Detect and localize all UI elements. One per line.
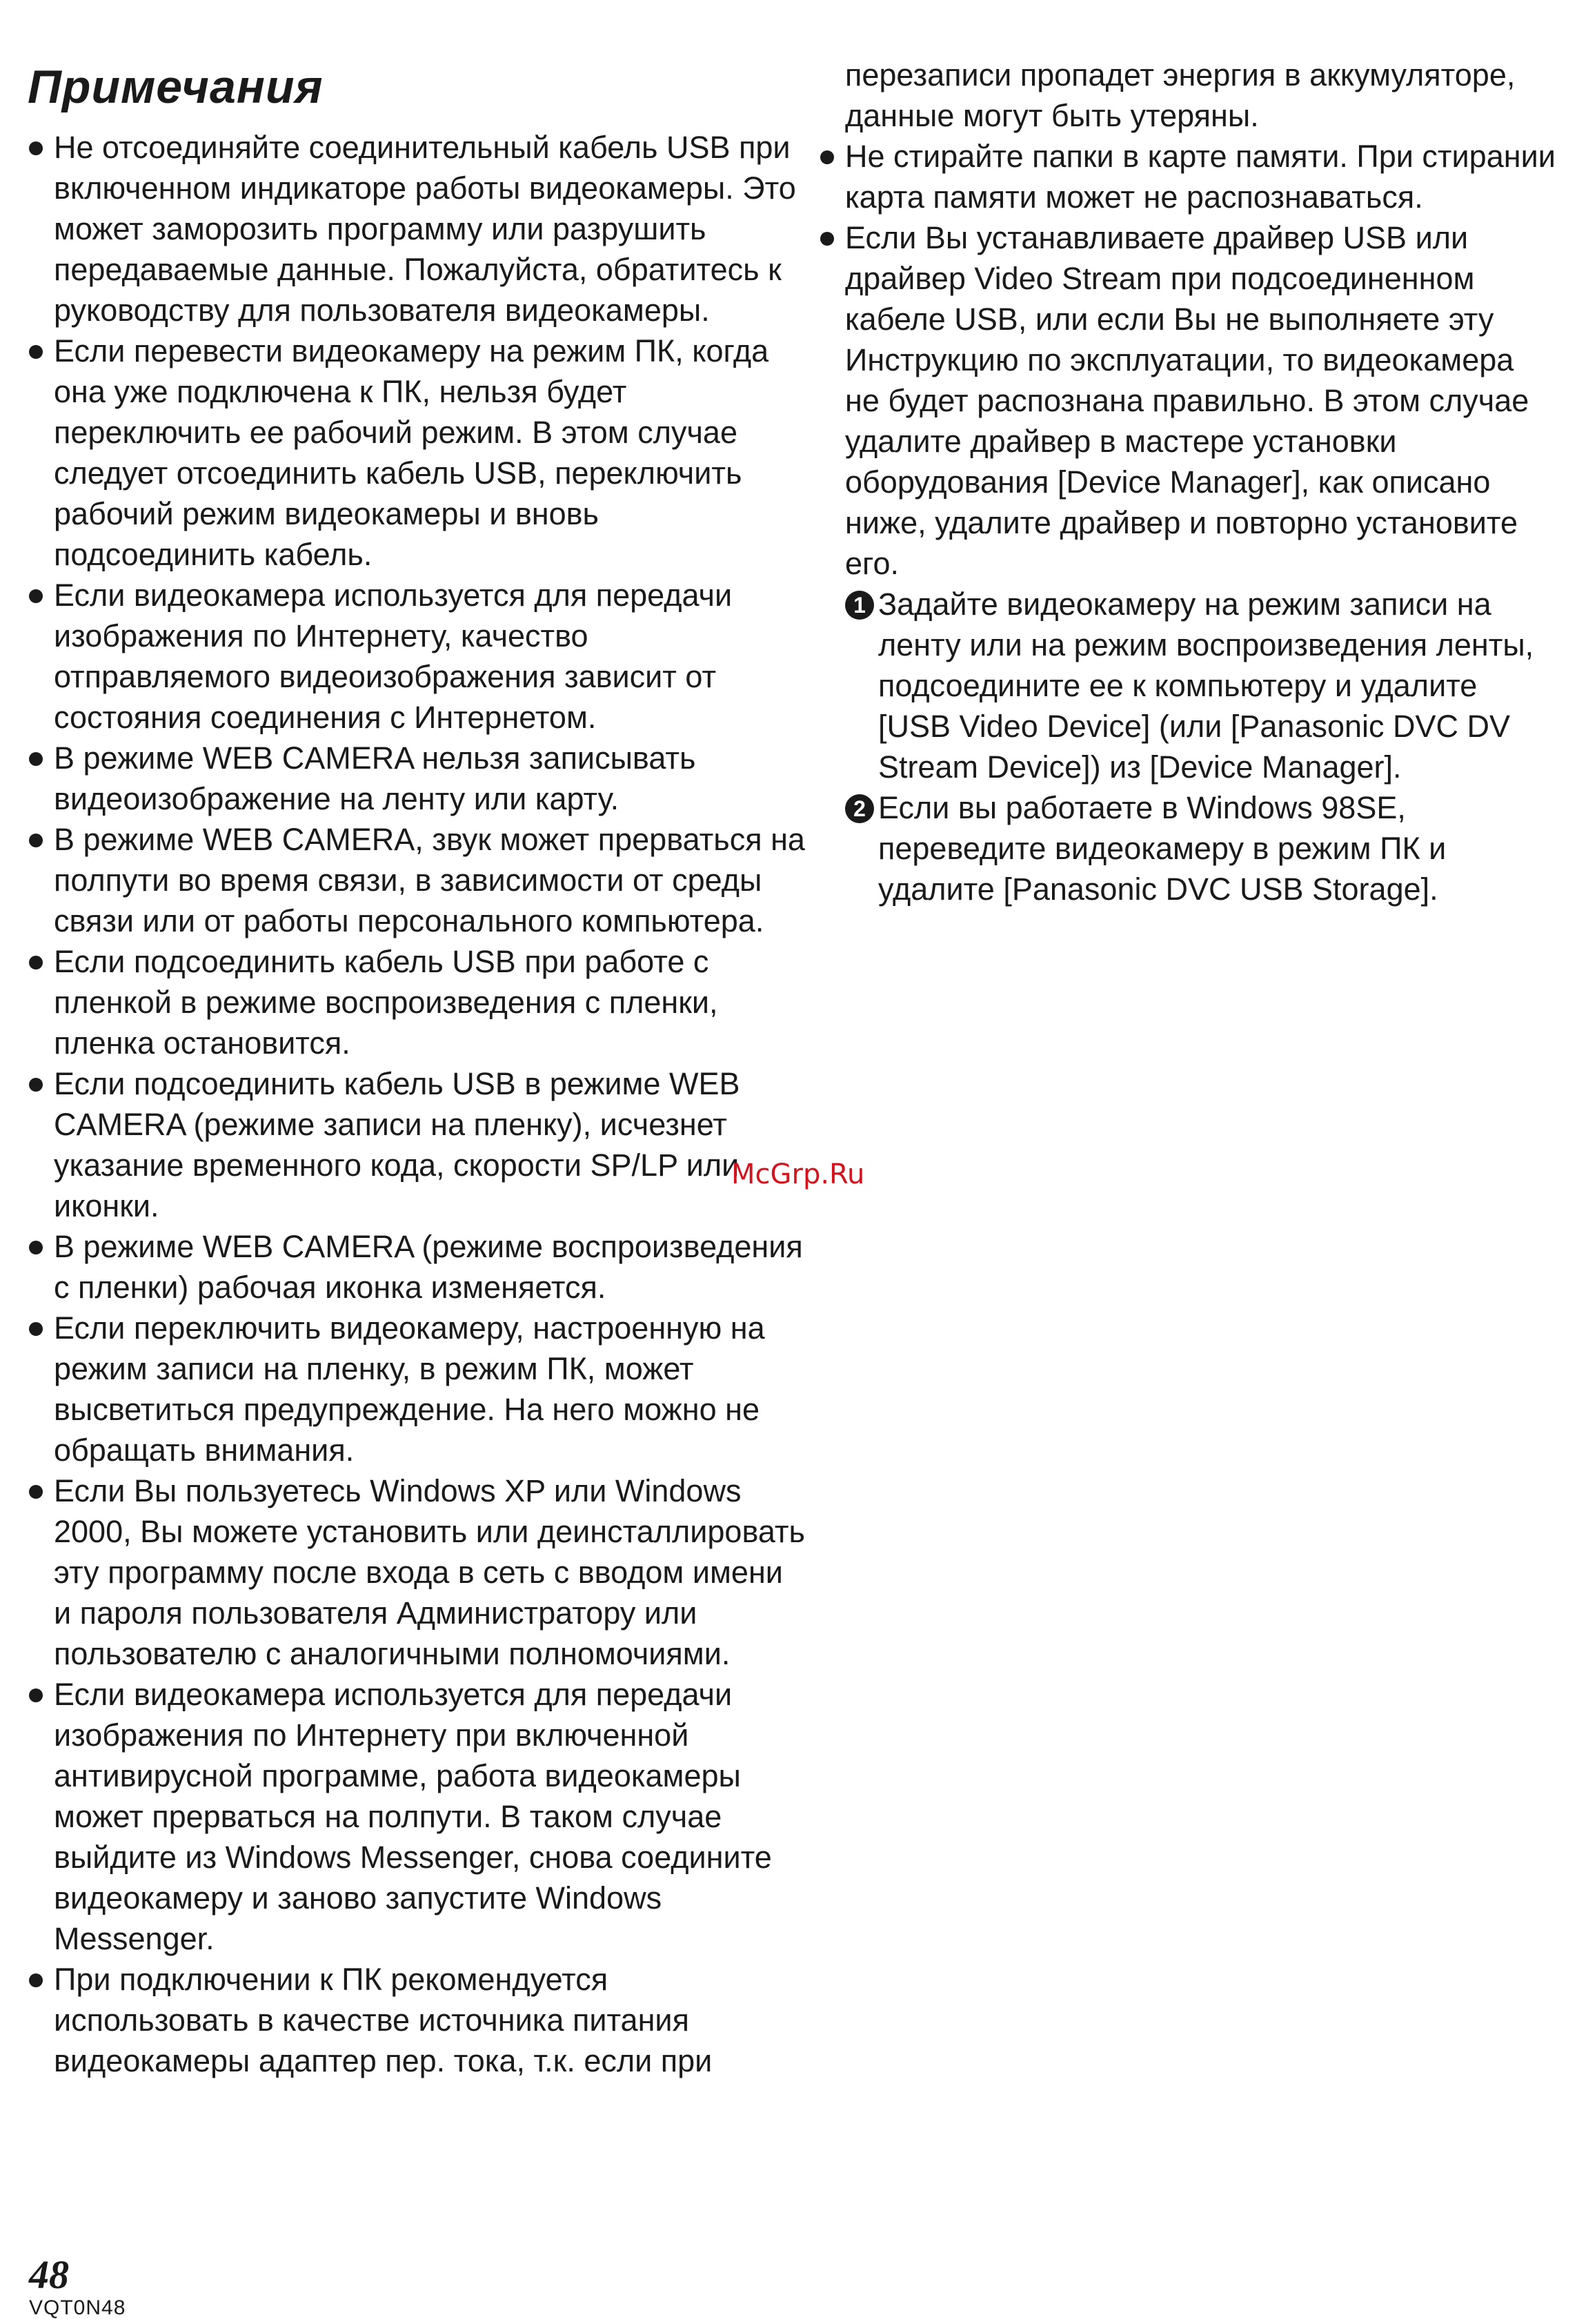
- note-text: В режиме WEB CAMERA (режиме воспроизведения с пленки) рабочая иконка изменяется.: [54, 1229, 803, 1305]
- bullet-icon: [29, 956, 43, 969]
- left-column: [26, 127, 806, 2081]
- removal-steps: [817, 584, 1556, 909]
- note-item: [26, 1226, 806, 1308]
- note-item: [26, 1063, 806, 1226]
- note-text: Если видеокамера используется для передачи изображения по Интернету, качество отправляемого видеоизображения зависит от состояния соединения с Интернетом.: [54, 578, 733, 735]
- step-text: Если вы работаете в Windows 98SE, переведите видеокамеру в режим ПК и удалите [Panasonic DVC USB Storage].: [878, 790, 1447, 907]
- step-number-icon: 1: [845, 591, 874, 620]
- note-text: Если Вы пользуетесь Windows XP или Windows 2000, Вы можете установить или деинсталлировать эту программу после входа в сеть с вводом имени и пароля пользователя Администратору или пользователю с аналогичными полномочиями.: [54, 1473, 805, 1671]
- step-item: [845, 584, 1556, 787]
- note-item: [26, 819, 806, 941]
- note-item: [26, 1470, 806, 1674]
- note-text: Если переключить видеокамеру, настроенную на режим записи на пленку, в режим ПК, может высветиться предупреждение. На него можно не обращать внимания.: [54, 1310, 765, 1468]
- note-item: [26, 738, 806, 819]
- note-text: Если подсоединить кабель USB при работе с пленкой в режиме воспроизведения с пленки, пленка остановится.: [54, 944, 718, 1061]
- note-item: [817, 217, 1556, 584]
- bullet-icon: [820, 232, 834, 246]
- bullet-icon: [29, 752, 43, 766]
- page-number: 48: [29, 2252, 69, 2297]
- right-notes-list: [817, 136, 1556, 584]
- bullet-icon: [29, 834, 43, 847]
- note-item: [26, 127, 806, 331]
- bullet-icon: [29, 589, 43, 603]
- note-text: Если Вы устанавливаете драйвер USB или драйвер Video Stream при подсоединенном кабеле USB, или если Вы не выполняете эту Инструкцию по эксплуатации, то видеокамера не будет распознана правильно. В этом случае удалите драйвер в мастере установки оборудования [Device Manager], как описано ниже, удалите драйвер и повторно установите его.: [845, 220, 1529, 581]
- right-column: [817, 55, 1556, 909]
- watermark: McGrp.Ru: [731, 1159, 865, 1190]
- note-text: Если подсоединить кабель USB в режиме WEB CAMERA (режиме записи на пленку), исчезнет указание временного кода, скорости SP/LP или иконки.: [54, 1066, 740, 1223]
- note-text: Не отсоединяйте соединительный кабель USB при включенном индикаторе работы видеокамеры. Это может заморозить программу или разрушить передаваемые данные. Пожалуйста, обратитесь к руководству для пользователя видеокамеры.: [54, 130, 796, 328]
- document-code: VQT0N48: [29, 2296, 126, 2319]
- bullet-icon: [29, 345, 43, 359]
- page-title: Примечания: [28, 61, 324, 113]
- note-text: Не стирайте папки в карте памяти. При стирании карта памяти может не распознаваться.: [845, 139, 1556, 215]
- bullet-icon: [29, 1688, 43, 1702]
- bullet-icon: [29, 1078, 43, 1092]
- bullet-icon: [820, 150, 834, 164]
- bullet-icon: [29, 1322, 43, 1336]
- step-text: Задайте видеокамеру на режим записи на ленту или на режим воспроизведения ленты, подсоедините ее к компьютеру и удалите [USB Video Device] (или [Panasonic DVC DV Stream Device]) из [Device Manager].: [878, 587, 1534, 785]
- left-notes-list: [26, 127, 806, 2081]
- bullet-icon: [29, 1973, 43, 1987]
- note-item: [26, 575, 806, 738]
- bullet-icon: [29, 1485, 43, 1499]
- bullet-icon: [29, 141, 43, 155]
- note-item: [26, 331, 806, 575]
- note-item: [26, 1959, 806, 2081]
- note-text: При подключении к ПК рекомендуется использовать в качестве источника питания видеокамеры адаптер пер. тока, т.к. если при: [54, 1962, 713, 2078]
- note-text: Если перевести видеокамеру на режим ПК, когда она уже подключена к ПК, нельзя будет переключить ее рабочий режим. В этом случае следует отсоединить кабель USB, переключить рабочий режим видеокамеры и вновь подсоединить кабель.: [54, 333, 769, 572]
- note-item: [26, 1308, 806, 1470]
- note-text: Если видеокамера используется для передачи изображения по Интернету при включенной антивирусной программе, работа видеокамеры может прерваться на полпути. В таком случае выйдите из Windows Messenger, снова соедините видеокамеру и заново запустите Windows Messenger.: [54, 1677, 772, 1956]
- note-item: [26, 1674, 806, 1959]
- note-text: В режиме WEB CAMERA, звук может прерваться на полпути во время связи, в зависимости от среды связи или от работы персонального компьютера.: [54, 822, 805, 938]
- bullet-icon: [29, 1241, 43, 1254]
- note-text: В режиме WEB CAMERA нельзя записывать видеоизображение на ленту или карту.: [54, 740, 696, 816]
- note-item: [817, 136, 1556, 217]
- step-item: [845, 787, 1556, 909]
- step-number-icon: 2: [845, 794, 874, 823]
- note-item: [26, 941, 806, 1063]
- note-continuation: перезаписи пропадет энергия в аккумуляторе, данные могут быть утеряны.: [845, 57, 1516, 133]
